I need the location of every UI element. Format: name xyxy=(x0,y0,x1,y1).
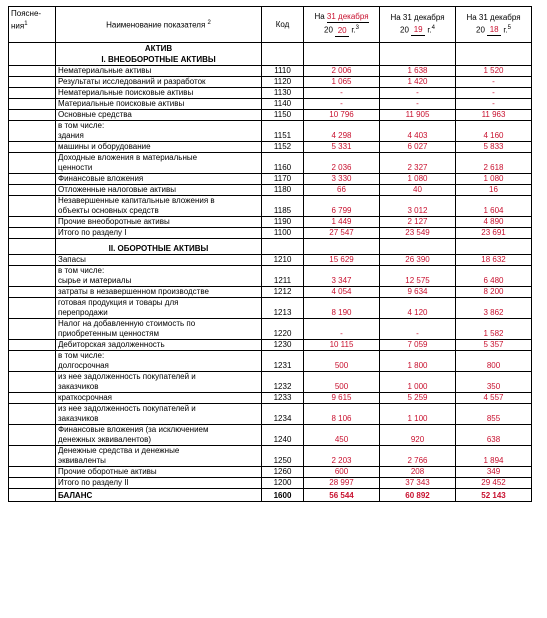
note-cell xyxy=(9,110,56,121)
row-value: 1 800 xyxy=(380,351,456,372)
row-value: 1 000 xyxy=(380,372,456,393)
row-value: 11 905 xyxy=(380,110,456,121)
row-code: 1185 xyxy=(262,196,304,217)
row-label: затраты в незавершенном производстве xyxy=(58,287,209,296)
row-label-cont: денежных эквивалентов) xyxy=(58,435,152,444)
row-label: в том числе: xyxy=(58,351,105,360)
table-row xyxy=(9,425,532,446)
row-label-cont: приобретенным ценностям xyxy=(58,329,159,338)
note-cell xyxy=(9,255,56,266)
header-name xyxy=(56,7,262,43)
period-prefix: На 31 декабря xyxy=(390,12,445,22)
row-value: 66 xyxy=(304,185,380,196)
period-sup: 4 xyxy=(431,24,435,31)
row-value: - xyxy=(456,88,532,99)
period-suffix: г. xyxy=(503,25,508,35)
table-row xyxy=(9,174,532,185)
row-value: 3 862 xyxy=(456,298,532,319)
row-value: 37 343 xyxy=(380,478,456,489)
row-label: Прочие оборотные активы xyxy=(58,467,157,476)
row-code: 1240 xyxy=(262,425,304,446)
row-label-cont: заказчиков xyxy=(58,382,99,391)
row-label-cell xyxy=(56,351,262,372)
row-value: 450 xyxy=(304,425,380,446)
table-row xyxy=(9,319,532,340)
code-cell xyxy=(262,239,304,255)
row-label: Отложенные налоговые активы xyxy=(58,185,176,194)
header-note-label: Поясне-ния xyxy=(11,9,42,31)
row-label-cell xyxy=(56,228,262,239)
row-label: из нее задолженность покупателей и xyxy=(58,372,196,381)
table-row xyxy=(9,446,532,467)
row-code: 1260 xyxy=(262,467,304,478)
row-code: 1150 xyxy=(262,110,304,121)
section-current: II. ОБОРОТНЫЕ АКТИВЫ xyxy=(56,239,262,255)
row-value: 2 127 xyxy=(380,217,456,228)
table-row xyxy=(9,153,532,174)
note-cell xyxy=(9,142,56,153)
row-value: 500 xyxy=(304,372,380,393)
table-row xyxy=(9,287,532,298)
row-label: Доходные вложения в материальные xyxy=(58,153,198,162)
header-name-label: Наименование показателя xyxy=(106,20,206,30)
note-cell xyxy=(9,478,56,489)
period-prefix: На 31 декабря xyxy=(466,12,521,22)
row-value: 28 997 xyxy=(304,478,380,489)
row-value: 4 403 xyxy=(380,121,456,142)
row-value: 920 xyxy=(380,425,456,446)
period-date: 31 декабря xyxy=(326,12,369,22)
note-cell xyxy=(9,393,56,404)
table-row xyxy=(9,478,532,489)
value-cell xyxy=(456,43,532,66)
row-value: 1 638 xyxy=(380,66,456,77)
row-code: 1100 xyxy=(262,228,304,239)
row-code: 1190 xyxy=(262,217,304,228)
row-label: Денежные средства и денежные xyxy=(58,446,180,455)
table-row xyxy=(9,404,532,425)
row-value: 2 036 xyxy=(304,153,380,174)
row-label-cell xyxy=(56,266,262,287)
row-value: 5 833 xyxy=(456,142,532,153)
row-code: 1140 xyxy=(262,99,304,110)
row-code: 1211 xyxy=(262,266,304,287)
row-value: - xyxy=(380,99,456,110)
row-label-cell xyxy=(56,393,262,404)
section-current-row xyxy=(9,239,532,255)
table-row xyxy=(9,77,532,88)
note-cell xyxy=(9,217,56,228)
row-label: Нематериальные поисковые активы xyxy=(58,88,194,97)
row-code: 1213 xyxy=(262,298,304,319)
row-label-cont: перепродажи xyxy=(58,308,108,317)
row-value: 2 766 xyxy=(380,446,456,467)
row-code: 1130 xyxy=(262,88,304,99)
note-cell xyxy=(9,88,56,99)
row-value: 600 xyxy=(304,467,380,478)
header-period-prev xyxy=(380,7,456,43)
row-label: Налог на добавленную стоимость по xyxy=(58,319,196,328)
row-label-cell xyxy=(56,372,262,393)
table-row xyxy=(9,196,532,217)
row-label: Нематериальные активы xyxy=(58,66,152,75)
period-sup: 3 xyxy=(355,25,359,32)
noncurrent-rows xyxy=(9,66,532,239)
value-cell xyxy=(380,43,456,66)
row-label-cell xyxy=(56,425,262,446)
row-value: 2 327 xyxy=(380,153,456,174)
note-cell xyxy=(9,287,56,298)
row-code: 1160 xyxy=(262,153,304,174)
note-cell xyxy=(9,174,56,185)
header-period-current xyxy=(304,7,380,43)
header-code: Код xyxy=(262,7,304,43)
row-label-cell xyxy=(56,217,262,228)
total-value: 60 892 xyxy=(380,489,456,502)
table-row xyxy=(9,266,532,287)
table-row xyxy=(9,372,532,393)
table-row xyxy=(9,393,532,404)
row-value: 800 xyxy=(456,351,532,372)
section-asset: АКТИВ xyxy=(144,44,173,53)
row-label-cell xyxy=(56,446,262,467)
note-cell xyxy=(9,319,56,340)
row-label: Прочие внеоборотные активы xyxy=(58,217,170,226)
row-label: в том числе: xyxy=(58,266,105,275)
row-code: 1152 xyxy=(262,142,304,153)
table-row xyxy=(9,351,532,372)
note-cell xyxy=(9,121,56,142)
row-value: 2 203 xyxy=(304,446,380,467)
table-row xyxy=(9,185,532,196)
row-value: 11 963 xyxy=(456,110,532,121)
section-noncurrent: I. ВНЕОБОРОТНЫЕ АКТИВЫ xyxy=(101,55,216,64)
row-value: 1 582 xyxy=(456,319,532,340)
row-code: 1234 xyxy=(262,404,304,425)
row-value: 4 890 xyxy=(456,217,532,228)
note-cell xyxy=(9,196,56,217)
row-value: 500 xyxy=(304,351,380,372)
total-value: 52 143 xyxy=(456,489,532,502)
row-code: 1151 xyxy=(262,121,304,142)
row-code: 1220 xyxy=(262,319,304,340)
table-row xyxy=(9,121,532,142)
value-cell xyxy=(304,239,380,255)
row-value: 1 065 xyxy=(304,77,380,88)
table-row xyxy=(9,298,532,319)
row-value: 4 557 xyxy=(456,393,532,404)
row-value: 350 xyxy=(456,372,532,393)
row-label-cell xyxy=(56,255,262,266)
row-code: 1120 xyxy=(262,77,304,88)
balance-sheet xyxy=(8,6,531,502)
row-label-cell xyxy=(56,467,262,478)
value-cell xyxy=(456,239,532,255)
row-value: 27 547 xyxy=(304,228,380,239)
row-value: 23 549 xyxy=(380,228,456,239)
row-value: 15 629 xyxy=(304,255,380,266)
row-value: 349 xyxy=(456,467,532,478)
period-suffix: г. xyxy=(351,25,356,35)
balance-table xyxy=(8,6,532,502)
table-row xyxy=(9,217,532,228)
table-row xyxy=(9,66,532,77)
header-period-prevprev xyxy=(456,7,532,43)
row-code: 1233 xyxy=(262,393,304,404)
note-cell xyxy=(9,66,56,77)
row-value: 1 604 xyxy=(456,196,532,217)
row-value: 8 106 xyxy=(304,404,380,425)
row-value: 4 298 xyxy=(304,121,380,142)
row-value: 208 xyxy=(380,467,456,478)
period-prefix: На xyxy=(314,12,325,22)
value-cell xyxy=(304,43,380,66)
row-code: 1200 xyxy=(262,478,304,489)
row-label-cont: заказчиков xyxy=(58,414,99,423)
period-century: 20 xyxy=(476,25,485,35)
row-value: 40 xyxy=(380,185,456,196)
period-year: 19 xyxy=(411,25,425,36)
row-value: 1 420 xyxy=(380,77,456,88)
row-value: 10 115 xyxy=(304,340,380,351)
row-value: - xyxy=(304,319,380,340)
row-label: из нее задолженность покупателей и xyxy=(58,404,196,413)
row-label-cell xyxy=(56,77,262,88)
row-label: в том числе: xyxy=(58,121,105,130)
total-value: 56 544 xyxy=(304,489,380,502)
current-rows xyxy=(9,255,532,489)
header-note xyxy=(9,7,56,43)
row-label: Финансовые вложения (за исключением xyxy=(58,425,209,434)
header-note-sup: 1 xyxy=(24,21,28,27)
period-year: 18 xyxy=(487,25,501,36)
header-name-sup: 2 xyxy=(207,20,211,27)
total-row xyxy=(9,489,532,502)
note-cell xyxy=(9,77,56,88)
row-value: 5 259 xyxy=(380,393,456,404)
row-value: - xyxy=(456,77,532,88)
row-label-cell xyxy=(56,99,262,110)
period-century: 20 xyxy=(324,25,333,35)
row-value: 29 452 xyxy=(456,478,532,489)
row-value: 9 634 xyxy=(380,287,456,298)
note-cell xyxy=(9,239,56,255)
row-code: 1180 xyxy=(262,185,304,196)
row-code: 1110 xyxy=(262,66,304,77)
row-code: 1170 xyxy=(262,174,304,185)
row-label-cont: здания xyxy=(58,131,84,140)
row-label-cell xyxy=(56,196,262,217)
row-value: - xyxy=(380,88,456,99)
row-value: 1 449 xyxy=(304,217,380,228)
table-row xyxy=(9,228,532,239)
note-cell xyxy=(9,467,56,478)
total-code: 1600 xyxy=(262,489,304,502)
row-value: 5 357 xyxy=(456,340,532,351)
row-value: 4 160 xyxy=(456,121,532,142)
row-value: 5 331 xyxy=(304,142,380,153)
row-value: 855 xyxy=(456,404,532,425)
row-value: - xyxy=(380,319,456,340)
note-cell xyxy=(9,372,56,393)
row-label: Итого по разделу I xyxy=(58,228,127,237)
row-value: - xyxy=(456,99,532,110)
total-label: БАЛАНС xyxy=(56,489,262,502)
table-row xyxy=(9,340,532,351)
row-value: 4 054 xyxy=(304,287,380,298)
note-cell xyxy=(9,266,56,287)
row-label: Запасы xyxy=(58,255,86,264)
note-cell xyxy=(9,340,56,351)
row-value: 7 059 xyxy=(380,340,456,351)
table-row xyxy=(9,88,532,99)
row-label-cont: объекты основных средств xyxy=(58,206,159,215)
row-label: краткосрочная xyxy=(58,393,113,402)
note-cell xyxy=(9,99,56,110)
row-label-cell xyxy=(56,185,262,196)
row-value: 9 615 xyxy=(304,393,380,404)
row-value: 1 894 xyxy=(456,446,532,467)
row-label-cell xyxy=(56,153,262,174)
row-value: 6 799 xyxy=(304,196,380,217)
row-label-cont: долгосрочная xyxy=(58,361,109,370)
row-label-cell xyxy=(56,298,262,319)
row-value: 3 012 xyxy=(380,196,456,217)
period-year: 20 xyxy=(335,26,349,37)
row-value: 10 796 xyxy=(304,110,380,121)
row-label-cell xyxy=(56,174,262,185)
row-label-cont: эквиваленты xyxy=(58,456,106,465)
row-label-cell xyxy=(56,404,262,425)
note-cell xyxy=(9,489,56,502)
row-value: 1 080 xyxy=(380,174,456,185)
row-label-cell xyxy=(56,142,262,153)
row-label-cont: ценности xyxy=(58,163,93,172)
row-value: 2 618 xyxy=(456,153,532,174)
note-cell xyxy=(9,153,56,174)
row-label-cell xyxy=(56,340,262,351)
table-row xyxy=(9,255,532,266)
row-label: машины и оборудование xyxy=(58,142,151,151)
row-value: 6 027 xyxy=(380,142,456,153)
row-label-cell xyxy=(56,88,262,99)
row-label: Итого по разделу II xyxy=(58,478,129,487)
table-row xyxy=(9,99,532,110)
row-label-cell xyxy=(56,110,262,121)
row-value: 3 347 xyxy=(304,266,380,287)
table-header-row xyxy=(9,7,532,43)
value-cell xyxy=(380,239,456,255)
row-code: 1250 xyxy=(262,446,304,467)
period-sup: 5 xyxy=(507,24,511,31)
note-cell xyxy=(9,228,56,239)
row-code: 1210 xyxy=(262,255,304,266)
row-value: 18 632 xyxy=(456,255,532,266)
row-value: 26 390 xyxy=(380,255,456,266)
code-cell xyxy=(262,43,304,66)
row-label-cell xyxy=(56,287,262,298)
table-row xyxy=(9,467,532,478)
period-suffix: г. xyxy=(427,25,432,35)
row-value: 6 480 xyxy=(456,266,532,287)
row-value: 4 120 xyxy=(380,298,456,319)
row-label-cell xyxy=(56,66,262,77)
note-cell xyxy=(9,446,56,467)
note-cell xyxy=(9,43,56,66)
row-label-cont: сырье и материалы xyxy=(58,276,132,285)
row-label-cell xyxy=(56,121,262,142)
row-code: 1231 xyxy=(262,351,304,372)
row-value: - xyxy=(304,88,380,99)
row-code: 1212 xyxy=(262,287,304,298)
note-cell xyxy=(9,298,56,319)
row-label: готовая продукция и товары для xyxy=(58,298,179,307)
section-asset-row xyxy=(9,43,532,66)
row-label-cell xyxy=(56,319,262,340)
period-century: 20 xyxy=(400,25,409,35)
row-value: 12 575 xyxy=(380,266,456,287)
note-cell xyxy=(9,351,56,372)
table-row xyxy=(9,142,532,153)
row-label: Незавершенные капитальные вложения в xyxy=(58,196,215,205)
section-heading xyxy=(56,43,262,66)
row-value: 3 330 xyxy=(304,174,380,185)
row-value: 1 100 xyxy=(380,404,456,425)
row-value: 1 080 xyxy=(456,174,532,185)
table-row xyxy=(9,110,532,121)
row-label: Дебиторская задолженность xyxy=(58,340,165,349)
row-value: 8 200 xyxy=(456,287,532,298)
row-value: 638 xyxy=(456,425,532,446)
row-value: 16 xyxy=(456,185,532,196)
row-label: Финансовые вложения xyxy=(58,174,144,183)
row-label: Материальные поисковые активы xyxy=(58,99,185,108)
note-cell xyxy=(9,185,56,196)
row-label: Основные средства xyxy=(58,110,132,119)
row-value: 8 190 xyxy=(304,298,380,319)
row-code: 1230 xyxy=(262,340,304,351)
row-label: Результаты исследований и разработок xyxy=(58,77,206,86)
row-value: - xyxy=(304,99,380,110)
note-cell xyxy=(9,425,56,446)
row-value: 1 520 xyxy=(456,66,532,77)
row-value: 2 006 xyxy=(304,66,380,77)
row-code: 1232 xyxy=(262,372,304,393)
row-label-cell xyxy=(56,478,262,489)
row-value: 23 691 xyxy=(456,228,532,239)
note-cell xyxy=(9,404,56,425)
